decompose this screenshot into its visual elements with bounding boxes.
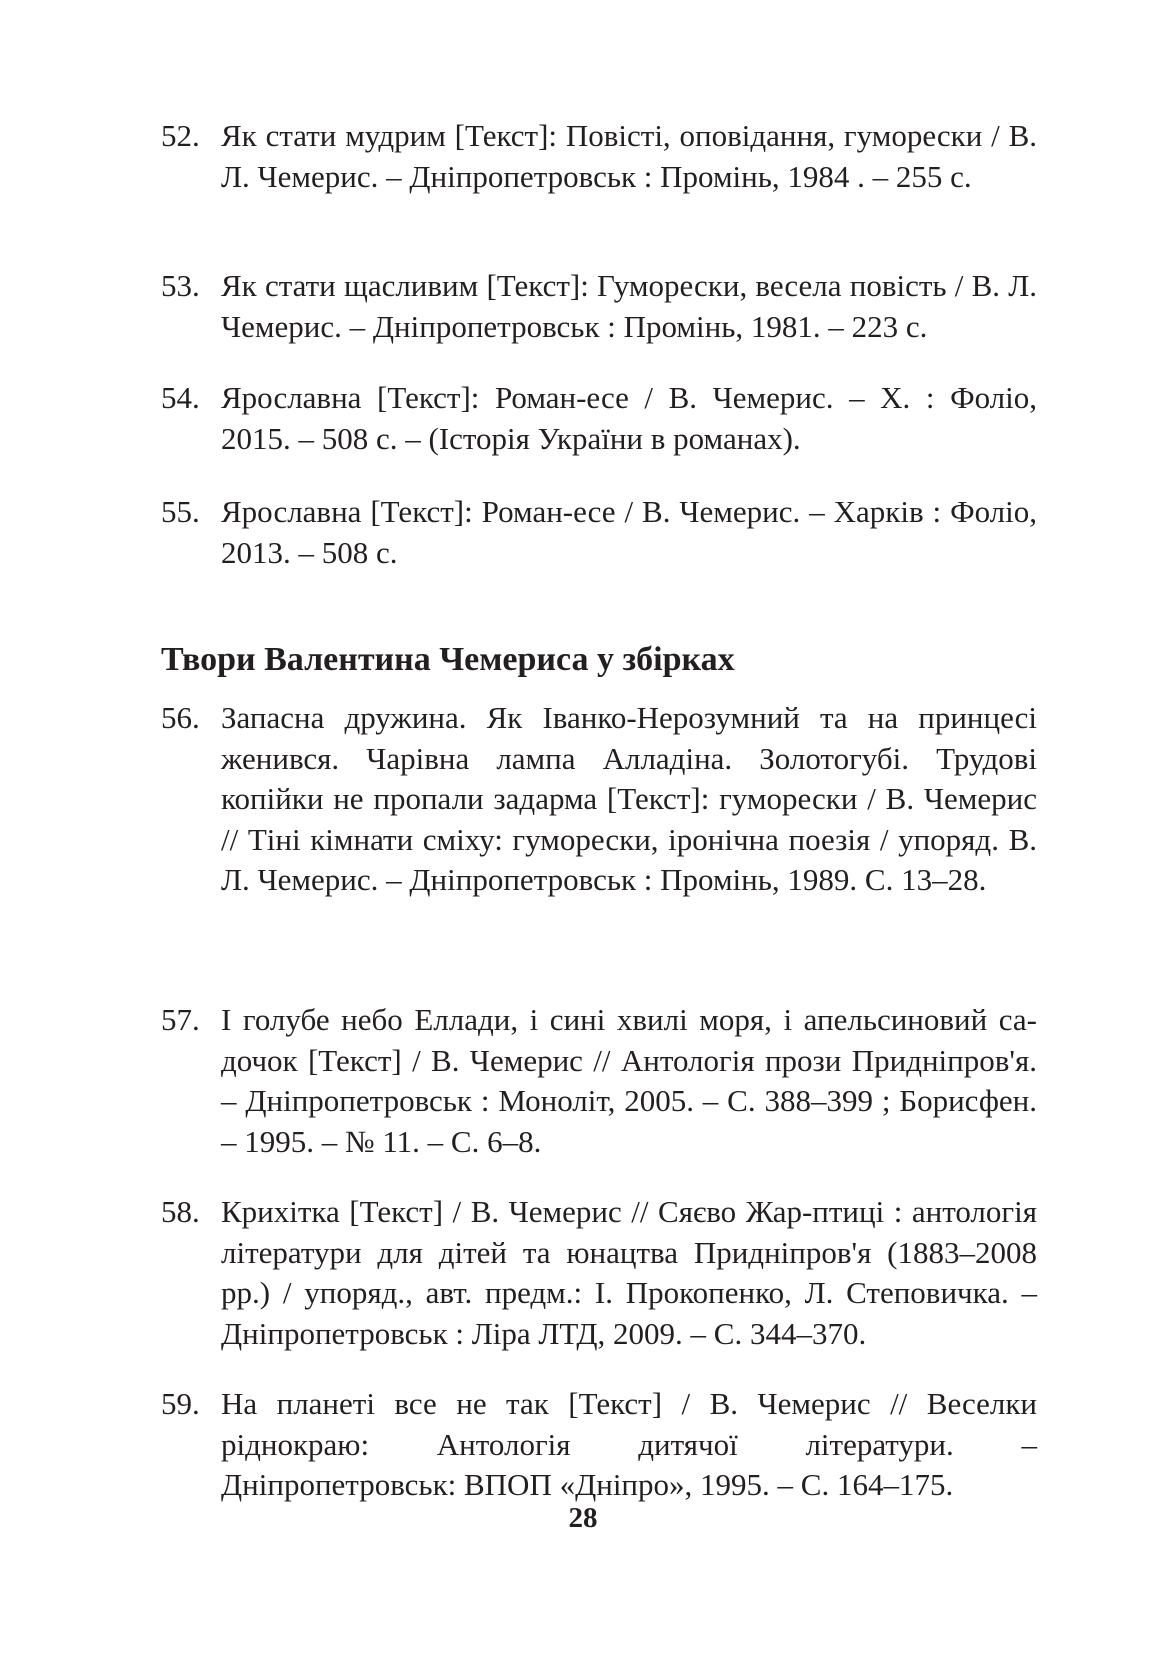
entry-text: Запасна дружина. Як Іванко-Нерозумний та на принцесі женився. Чарівна лампа Алладіна. Золотогубі. Трудові копійки не пропали задарма [Текст]: гуморески / В. Чемерис // Тіні кімнати сміху: гуморески, іронічна поезія / упоряд. В. Л. Чемерис. – Дніпропетровськ : Промінь, 1989. С. 13–28. — [221, 700, 1037, 897]
bibliography-entry-55 — [161, 492, 1037, 573]
page-number: 28 — [568, 1502, 598, 1534]
section-heading: Твори Валентина Чемериса у збірках — [161, 641, 735, 678]
bibliography-entry-54 — [161, 378, 1037, 459]
entry-number: 58. — [161, 1194, 200, 1229]
entry-text: На планеті все не так [Текст] / В. Чемерис // Веселки ріднокраю: Антологія дитячої літератури. – Дніпропетровськ: ВПОП «Дніпро», 1995. – С. 164–175. — [221, 1386, 1037, 1502]
entry-number: 52. — [161, 118, 200, 153]
entry-number: 59. — [161, 1386, 200, 1421]
entry-text: Як стати мудрим [Текст]: Повісті, оповідання, гуморески / В. Л. Чемерис. – Дніпропетровськ : Промінь, 1984 . – 255 с. — [221, 118, 1037, 194]
entry-text: Крихітка [Текст] / В. Чемерис // Сяєво Жар-птиці : антологія літератури для дітей та юнацтва Придніпров'я (1883–2008 рр.) / упоряд., авт. предм.: І. Прокопенко, Л. Степовичка. – Дніпропетровськ : Ліра ЛТД, 2009. – С. 344–370. — [221, 1194, 1037, 1351]
entry-number: 56. — [161, 700, 200, 735]
entry-number: 54. — [161, 380, 200, 415]
bibliography-entry-52 — [161, 116, 1037, 197]
bibliography-entry-58 — [161, 1192, 1037, 1354]
entry-number: 55. — [161, 494, 200, 529]
bibliography-entry-56 — [161, 698, 1037, 901]
entry-number: 53. — [161, 268, 200, 303]
entry-number: 57. — [161, 1002, 200, 1037]
entry-text: Ярославна [Текст]: Роман-есе / В. Чемерис. – Харків : Фоліо, 2013. – 508 с. — [221, 494, 1037, 570]
entry-text: Як стати щасливим [Текст]: Гуморески, весела повість / В. Л. Чемерис. – Дніпропетровськ : Промінь, 1981. – 223 с. — [221, 268, 1037, 344]
entry-text: І голубе небо Еллади, і сині хвилі моря, і апельсиновий садочок [Текст] / В. Чемерис // Антологія прози Придніпров'я. – Дніпропетровськ : Моноліт, 2005. – С. 388–399 ; Борисфен. – 1995. – № 11. – С. 6–8. — [221, 1002, 1037, 1159]
bibliography-entry-59 — [161, 1384, 1037, 1506]
bibliography-entry-57 — [161, 1000, 1037, 1162]
entry-text: Ярославна [Текст]: Роман-есе / В. Чемерис. – Х. : Фоліо, 2015. – 508 с. – (Історія України в романах). — [221, 380, 1037, 456]
bibliography-entry-53 — [161, 266, 1037, 347]
